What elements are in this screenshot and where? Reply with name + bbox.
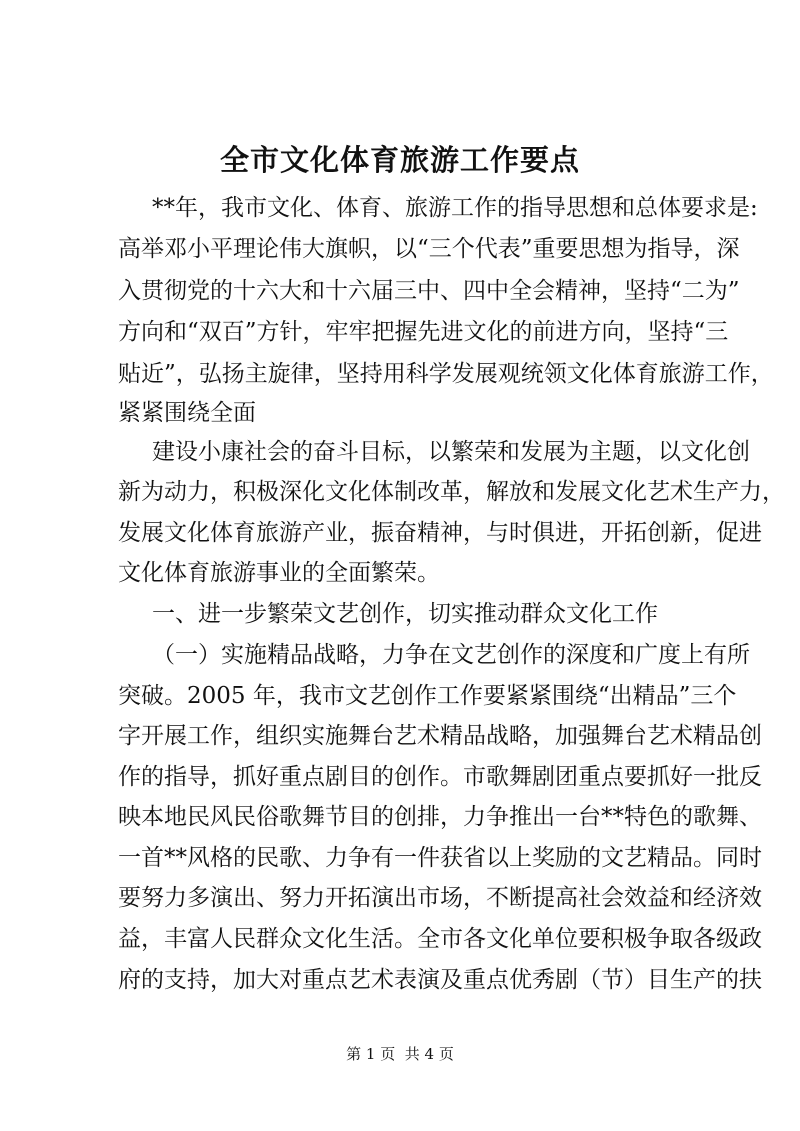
text-line: 新为动力，积极深化文化体制改革，解放和发展文化艺术生产力， (118, 479, 785, 505)
text-line: 府的支持，加大对重点艺术表演及重点优秀剧（节）目生产的扶 (118, 967, 762, 993)
text-line: 映本地民风民俗歌舞节目的创排，力争推出一台**特色的歌舞、 (118, 804, 762, 830)
text-line: 高举邓小平理论伟大旗帜，以“三个代表”重要思想为指导，深 (118, 236, 740, 262)
text-line: 入贯彻党的十六大和十六届三中、四中全会精神，坚持“二为” (118, 278, 740, 304)
text-line: 建设小康社会的奋斗目标，以繁荣和发展为主题，以文化创 (152, 439, 750, 465)
text-line: 作的指导，抓好重点剧目的创作。市歌舞剧团重点要抓好一批反 (118, 764, 762, 790)
text-line: 突破。2005 年，我市文艺创作工作要紧紧围绕“出精品”三个 (118, 683, 737, 709)
text-line: 一首**风格的民歌、力争有一件获省以上奖励的文艺精品。同时 (118, 845, 762, 871)
text-line: 要努力多演出、努力开拓演出市场，不断提高社会效益和经济效 (118, 885, 762, 911)
text-line: 文化体育旅游事业的全面繁荣。 (118, 560, 440, 586)
text-line: 紧紧围绕全面 (118, 400, 256, 426)
text-line: **年，我市文化、体育、旅游工作的指导思想和总体要求是: (152, 195, 758, 221)
text-line: 字开展工作，组织实施舞台艺术精品战略，加强舞台艺术精品创 (118, 723, 762, 749)
text-line: 贴近”，弘扬主旋律，坚持用科学发展观统领文化体育旅游工作， (118, 361, 774, 387)
page-footer: 第 1 页 共 4 页 (346, 1045, 454, 1063)
text-line: 发展文化体育旅游产业，振奋精神，与时俱进，开拓创新，促进 (118, 520, 762, 546)
text-line: 益，丰富人民群众文化生活。全市各文化单位要积极争取各级政 (118, 926, 762, 952)
section-heading: 一、进一步繁荣文艺创作，切实推动群众文化工作 (152, 601, 658, 627)
document-title: 全市文化体育旅游工作要点 (219, 143, 580, 177)
text-line: 方向和“双百”方针，牢牢把握先进文化的前进方向，坚持“三 (118, 319, 729, 345)
text-line: （一）实施精品战略，力争在文艺创作的深度和广度上有所 (152, 642, 750, 668)
